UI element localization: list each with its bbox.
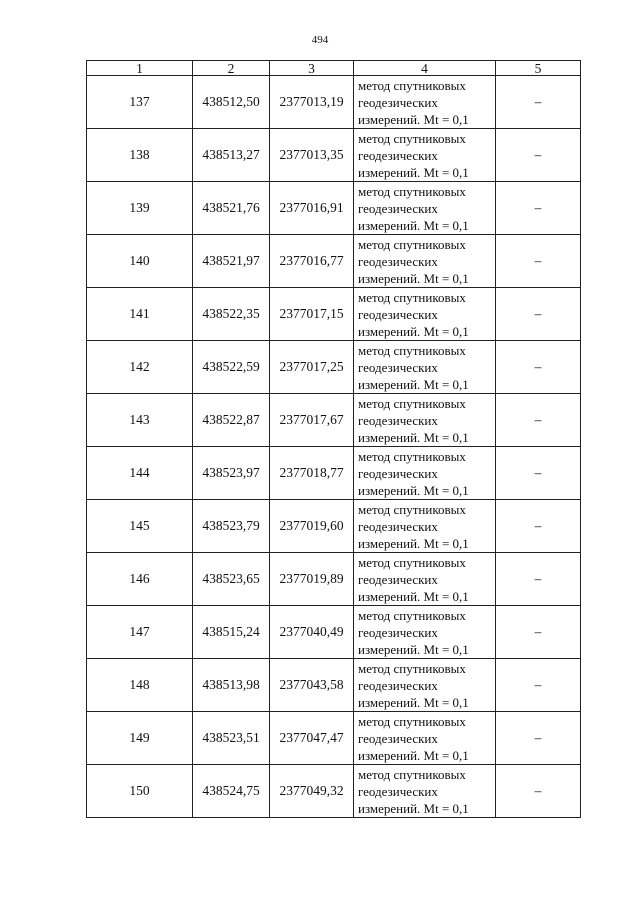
method-line-1: метод спутниковых bbox=[358, 289, 466, 305]
method-line-3: измерений. Mt = 0,1 bbox=[358, 270, 469, 286]
method-line-3: измерений. Mt = 0,1 bbox=[358, 588, 469, 604]
method-line-2: геодезических bbox=[358, 200, 438, 216]
table-row bbox=[87, 606, 581, 659]
note-dash: – bbox=[496, 606, 581, 659]
x-coordinate: 438515,24 bbox=[193, 606, 270, 659]
y-coordinate: 2377018,77 bbox=[270, 447, 354, 500]
point-number: 140 bbox=[87, 235, 193, 288]
note-dash: – bbox=[496, 235, 581, 288]
method-line-3: измерений. Mt = 0,1 bbox=[358, 164, 469, 180]
method-line-1: метод спутниковых bbox=[358, 713, 466, 729]
x-coordinate: 438521,97 bbox=[193, 235, 270, 288]
note-dash: – bbox=[496, 341, 581, 394]
note-dash: – bbox=[496, 659, 581, 712]
method-line-2: геодезических bbox=[358, 94, 438, 110]
column-header-3: 3 bbox=[270, 61, 354, 76]
method-description bbox=[354, 182, 496, 235]
method-line-2: геодезических bbox=[358, 624, 438, 640]
note-dash: – bbox=[496, 553, 581, 606]
method-description bbox=[354, 447, 496, 500]
method-line-3: измерений. Mt = 0,1 bbox=[358, 747, 469, 763]
y-coordinate: 2377019,89 bbox=[270, 553, 354, 606]
point-number: 147 bbox=[87, 606, 193, 659]
point-number: 144 bbox=[87, 447, 193, 500]
method-line-2: геодезических bbox=[358, 412, 438, 428]
method-line-2: геодезических bbox=[358, 571, 438, 587]
point-number: 143 bbox=[87, 394, 193, 447]
point-number: 149 bbox=[87, 712, 193, 765]
method-line-2: геодезических bbox=[358, 730, 438, 746]
table-row bbox=[87, 447, 581, 500]
method-line-3: измерений. Mt = 0,1 bbox=[358, 535, 469, 551]
y-coordinate: 2377017,67 bbox=[270, 394, 354, 447]
y-coordinate: 2377019,60 bbox=[270, 500, 354, 553]
point-number: 141 bbox=[87, 288, 193, 341]
table-row bbox=[87, 765, 581, 818]
method-description bbox=[354, 765, 496, 818]
note-dash: – bbox=[496, 712, 581, 765]
method-description bbox=[354, 553, 496, 606]
note-dash: – bbox=[496, 182, 581, 235]
header-row bbox=[87, 61, 581, 76]
y-coordinate: 2377040,49 bbox=[270, 606, 354, 659]
method-line-3: измерений. Mt = 0,1 bbox=[358, 694, 469, 710]
method-line-3: измерений. Mt = 0,1 bbox=[358, 800, 469, 816]
method-description bbox=[354, 76, 496, 129]
x-coordinate: 438523,51 bbox=[193, 712, 270, 765]
method-line-1: метод спутниковых bbox=[358, 130, 466, 146]
method-line-1: метод спутниковых bbox=[358, 183, 466, 199]
note-dash: – bbox=[496, 765, 581, 818]
table-row bbox=[87, 288, 581, 341]
method-line-3: измерений. Mt = 0,1 bbox=[358, 323, 469, 339]
x-coordinate: 438523,79 bbox=[193, 500, 270, 553]
y-coordinate: 2377016,91 bbox=[270, 182, 354, 235]
y-coordinate: 2377049,32 bbox=[270, 765, 354, 818]
method-line-1: метод спутниковых bbox=[358, 554, 466, 570]
method-line-2: геодезических bbox=[358, 465, 438, 481]
table-row bbox=[87, 182, 581, 235]
table-row bbox=[87, 500, 581, 553]
method-description bbox=[354, 129, 496, 182]
y-coordinate: 2377043,58 bbox=[270, 659, 354, 712]
point-number: 146 bbox=[87, 553, 193, 606]
table-row bbox=[87, 712, 581, 765]
method-line-2: геодезических bbox=[358, 359, 438, 375]
note-dash: – bbox=[496, 394, 581, 447]
method-line-2: геодезических bbox=[358, 783, 438, 799]
method-line-1: метод спутниковых bbox=[358, 342, 466, 358]
x-coordinate: 438512,50 bbox=[193, 76, 270, 129]
method-line-1: метод спутниковых bbox=[358, 395, 466, 411]
x-coordinate: 438523,97 bbox=[193, 447, 270, 500]
note-dash: – bbox=[496, 76, 581, 129]
method-description bbox=[354, 606, 496, 659]
table-row bbox=[87, 129, 581, 182]
y-coordinate: 2377017,15 bbox=[270, 288, 354, 341]
column-header-5: 5 bbox=[496, 61, 581, 76]
column-header-2: 2 bbox=[193, 61, 270, 76]
method-line-3: измерений. Mt = 0,1 bbox=[358, 641, 469, 657]
point-number: 150 bbox=[87, 765, 193, 818]
x-coordinate: 438513,27 bbox=[193, 129, 270, 182]
method-description bbox=[354, 288, 496, 341]
method-line-3: измерений. Mt = 0,1 bbox=[358, 429, 469, 445]
page-number: 494 bbox=[311, 34, 329, 46]
x-coordinate: 438522,35 bbox=[193, 288, 270, 341]
x-coordinate: 438522,87 bbox=[193, 394, 270, 447]
method-description bbox=[354, 659, 496, 712]
method-line-1: метод спутниковых bbox=[358, 501, 466, 517]
method-description bbox=[354, 500, 496, 553]
y-coordinate: 2377047,47 bbox=[270, 712, 354, 765]
y-coordinate: 2377016,77 bbox=[270, 235, 354, 288]
method-line-1: метод спутниковых bbox=[358, 660, 466, 676]
x-coordinate: 438524,75 bbox=[193, 765, 270, 818]
x-coordinate: 438513,98 bbox=[193, 659, 270, 712]
note-dash: – bbox=[496, 500, 581, 553]
method-description bbox=[354, 341, 496, 394]
table-row bbox=[87, 341, 581, 394]
table-row bbox=[87, 76, 581, 129]
point-number: 139 bbox=[87, 182, 193, 235]
coordinates-table bbox=[86, 60, 581, 818]
method-line-3: измерений. Mt = 0,1 bbox=[358, 376, 469, 392]
column-header-1: 1 bbox=[87, 61, 193, 76]
method-line-1: метод спутниковых bbox=[358, 236, 466, 252]
method-line-3: измерений. Mt = 0,1 bbox=[358, 217, 469, 233]
y-coordinate: 2377013,19 bbox=[270, 76, 354, 129]
x-coordinate: 438521,76 bbox=[193, 182, 270, 235]
method-line-2: геодезических bbox=[358, 306, 438, 322]
point-number: 142 bbox=[87, 341, 193, 394]
method-line-3: измерений. Mt = 0,1 bbox=[358, 482, 469, 498]
method-line-1: метод спутниковых bbox=[358, 77, 466, 93]
note-dash: – bbox=[496, 129, 581, 182]
table-row bbox=[87, 553, 581, 606]
method-line-2: геодезических bbox=[358, 677, 438, 693]
point-number: 138 bbox=[87, 129, 193, 182]
method-description bbox=[354, 712, 496, 765]
method-line-1: метод спутниковых bbox=[358, 448, 466, 464]
point-number: 148 bbox=[87, 659, 193, 712]
method-line-2: геодезических bbox=[358, 147, 438, 163]
y-coordinate: 2377013,35 bbox=[270, 129, 354, 182]
method-description bbox=[354, 235, 496, 288]
method-line-3: измерений. Mt = 0,1 bbox=[358, 111, 469, 127]
point-number: 137 bbox=[87, 76, 193, 129]
method-line-1: метод спутниковых bbox=[358, 607, 466, 623]
table-row bbox=[87, 659, 581, 712]
x-coordinate: 438523,65 bbox=[193, 553, 270, 606]
y-coordinate: 2377017,25 bbox=[270, 341, 354, 394]
method-line-2: геодезических bbox=[358, 253, 438, 269]
x-coordinate: 438522,59 bbox=[193, 341, 270, 394]
point-number: 145 bbox=[87, 500, 193, 553]
table-row bbox=[87, 394, 581, 447]
method-line-2: геодезических bbox=[358, 518, 438, 534]
table-row bbox=[87, 235, 581, 288]
method-description bbox=[354, 394, 496, 447]
method-line-1: метод спутниковых bbox=[358, 766, 466, 782]
note-dash: – bbox=[496, 288, 581, 341]
column-header-4: 4 bbox=[354, 61, 496, 76]
note-dash: – bbox=[496, 447, 581, 500]
